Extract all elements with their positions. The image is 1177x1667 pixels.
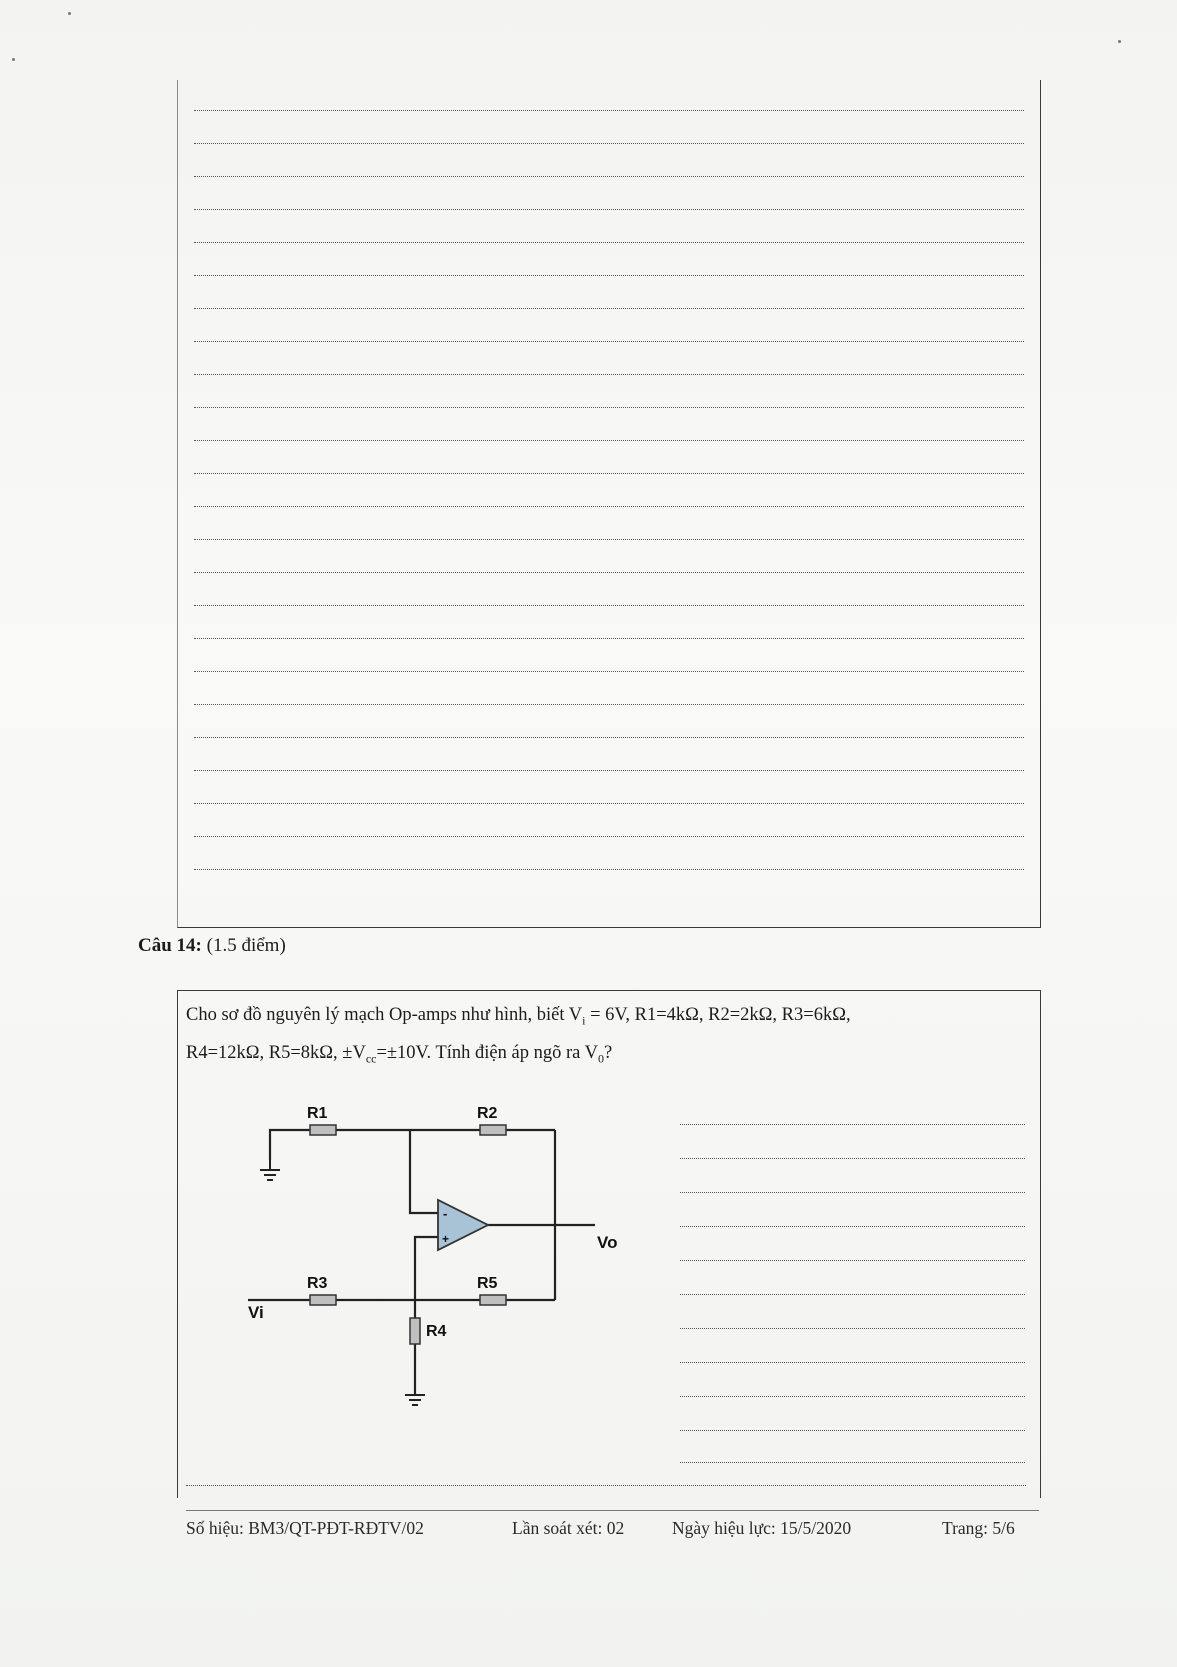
label-r5: R5 [477,1275,498,1292]
answer-line[interactable] [680,1362,1025,1363]
question-heading [138,935,286,957]
subscript: 0 [597,1051,604,1066]
answer-line[interactable] [194,143,1024,144]
question-text-part: ? [603,1042,613,1063]
answer-line[interactable] [194,308,1024,309]
answer-line[interactable] [680,1294,1025,1295]
question-text-part: R4=12kΩ, R5=8kΩ, ±V [186,1042,366,1063]
answer-line[interactable] [680,1462,1025,1463]
subscript: cc [365,1051,377,1066]
question-number: Câu 14: [138,935,202,956]
footer-revision: Lần soát xét: 02 [512,1518,625,1538]
answer-line[interactable] [194,770,1024,771]
answer-line[interactable] [194,638,1024,639]
answer-line[interactable] [680,1158,1025,1159]
answer-line[interactable] [680,1396,1025,1397]
scan-speck [1118,40,1121,43]
footer-divider [186,1510,1039,1511]
answer-line[interactable] [194,869,1024,870]
opamp-inverting-sign: - [443,1206,448,1221]
answer-line[interactable] [194,539,1024,540]
answer-line[interactable] [194,506,1024,507]
resistor-r5 [480,1295,506,1305]
answer-line[interactable] [680,1430,1025,1431]
question-text [186,999,1031,1074]
answer-line[interactable] [680,1260,1025,1261]
answer-line[interactable] [194,704,1024,705]
answer-line[interactable] [194,275,1024,276]
label-r1: R1 [307,1105,328,1122]
answer-line[interactable] [186,1485,1026,1486]
question-text-part: =±10V. Tính điện áp ngõ ra V [376,1042,598,1063]
subscript: i [582,1013,586,1028]
footer-effective-date: Ngày hiệu lực: 15/5/2020 [672,1518,852,1538]
resistor-r2 [480,1125,506,1135]
answer-line[interactable] [194,341,1024,342]
opamp-circuit-diagram [240,1100,640,1450]
label-vo: Vo [597,1233,618,1252]
resistor-r1 [310,1125,336,1135]
answer-line[interactable] [194,671,1024,672]
footer-page-number: Trang: 5/6 [942,1518,1015,1538]
answer-line[interactable] [194,209,1024,210]
footer-document-code: Số hiệu: BM3/QT-PĐT-RĐTV/02 [186,1518,424,1538]
answer-line[interactable] [194,803,1024,804]
answer-line[interactable] [194,737,1024,738]
answer-line[interactable] [194,572,1024,573]
scan-speck [68,12,71,15]
answer-line[interactable] [194,473,1024,474]
label-vi: Vi [248,1303,264,1322]
answer-area-previous-question [177,80,1041,928]
question-text-part: Cho sơ đồ nguyên lý mạch Op-amps như hình, biết V [186,1005,583,1025]
answer-line[interactable] [194,110,1024,111]
answer-line[interactable] [680,1328,1025,1329]
label-r4: R4 [426,1323,447,1340]
opamp-noninverting-sign: + [442,1232,450,1246]
answer-line[interactable] [680,1192,1025,1193]
answer-line[interactable] [194,836,1024,837]
resistor-r3 [310,1295,336,1305]
resistor-r4 [410,1318,420,1344]
answer-line[interactable] [194,374,1024,375]
wire-to-noninverting [415,1237,440,1300]
wire-to-inverting [410,1130,440,1213]
label-r2: R2 [477,1105,498,1122]
question-text-part: = 6V, R1=4kΩ, R2=2kΩ, R3=6kΩ, [585,1005,851,1025]
scan-speck [12,58,15,61]
answer-line[interactable] [680,1124,1025,1125]
answer-line[interactable] [194,176,1024,177]
label-r3: R3 [307,1275,328,1292]
answer-line[interactable] [680,1226,1025,1227]
answer-line[interactable] [194,242,1024,243]
answer-line[interactable] [194,407,1024,408]
wire-r1-left [270,1130,310,1160]
question-points: (1.5 điểm) [206,935,286,956]
answer-line[interactable] [194,440,1024,441]
answer-line[interactable] [194,605,1024,606]
